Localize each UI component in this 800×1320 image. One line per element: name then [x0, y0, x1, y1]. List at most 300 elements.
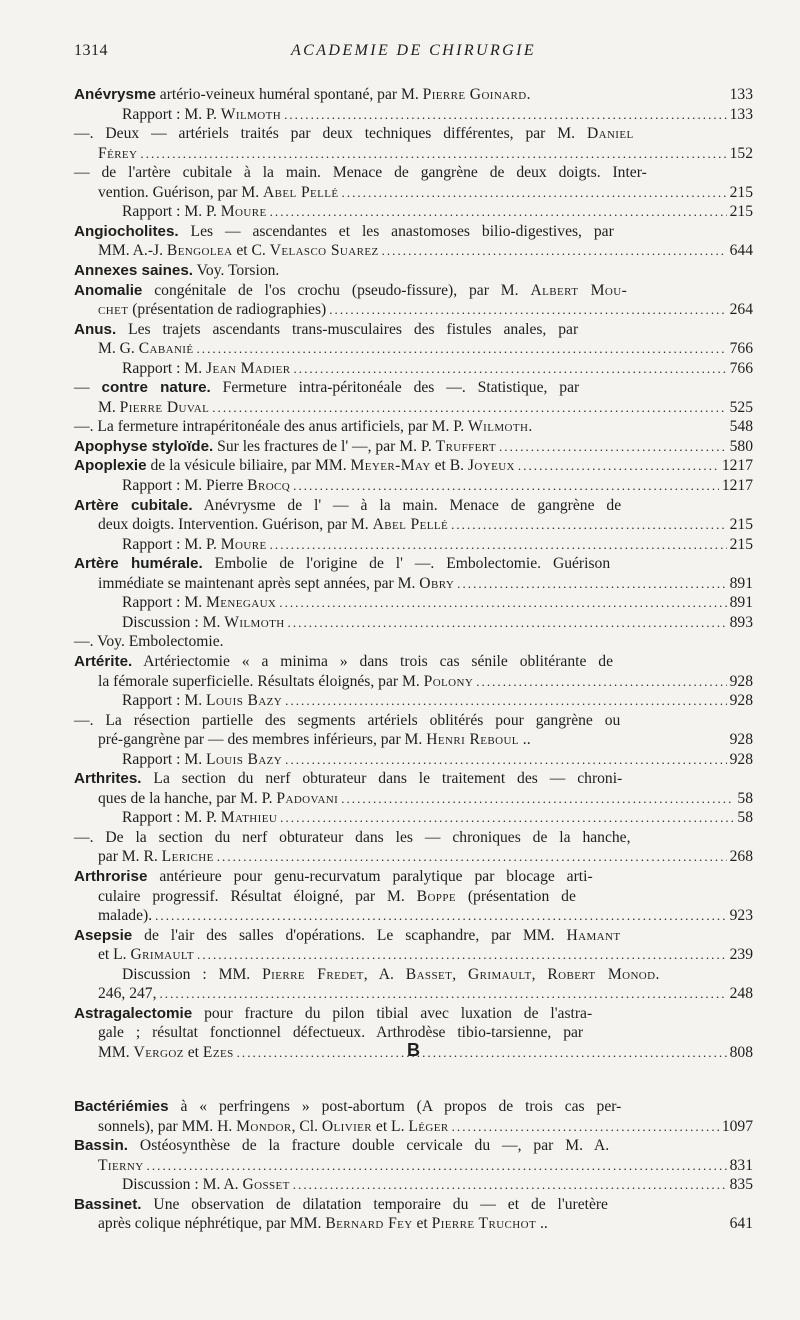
- entry-fragment: Rapport : M. P.: [122, 105, 221, 123]
- spacer: [531, 84, 727, 105]
- entry-text: [122, 807, 277, 828]
- entry-text: [74, 123, 634, 144]
- entry-fragment: Ostéosynthèse de la fracture double cervicale du —, par M. A.: [128, 1137, 610, 1155]
- author-name: Polony: [423, 672, 474, 690]
- index-line: [74, 455, 753, 476]
- entry-headword: Annexes saines.: [74, 261, 194, 279]
- entry-text: [74, 1135, 609, 1156]
- entry-fragment: Fermeture intra-péritonéale des —. Statistique, par: [210, 379, 580, 397]
- entry-headword: Arthrorise: [74, 868, 148, 885]
- entry-fragment: —: [74, 379, 102, 397]
- dot-leader: [515, 455, 719, 476]
- entry-fragment: Artériectomie « a minima » dans trois cas sénile oblitérante de: [132, 652, 614, 670]
- entry-text: [74, 495, 621, 516]
- index-line: [74, 162, 753, 183]
- index-line: [122, 358, 753, 379]
- entry-text: [98, 573, 454, 594]
- page-reference: 835: [729, 1176, 753, 1194]
- entry-fragment: Les trajets ascendants trans-musculaires des fistules anales, par: [116, 320, 579, 338]
- entry-fragment: et L.: [372, 1117, 409, 1135]
- entry-headword: Anus.: [74, 320, 117, 338]
- entry-fragment: .: [528, 418, 533, 436]
- author-name: Brocq: [247, 477, 291, 494]
- page-reference: 891: [729, 574, 753, 592]
- spacer: [608, 1194, 753, 1215]
- entry-text: [122, 964, 659, 985]
- spacer: [279, 260, 753, 281]
- author-name: Velasco Suarez: [269, 242, 379, 260]
- entry-fragment: la fémorale superficielle. Résultats éloignés, par M.: [98, 672, 424, 690]
- page-reference: 831: [729, 1156, 753, 1174]
- page-reference: 928: [729, 750, 753, 768]
- spacer: [224, 631, 753, 652]
- dot-leader: [281, 104, 727, 125]
- index-line: [98, 671, 753, 692]
- entry-fragment: Rapport : M.: [122, 594, 207, 612]
- index-line: [74, 710, 753, 731]
- author-name: Meyer-May: [350, 457, 431, 475]
- entry-text: [74, 221, 614, 242]
- index-line: [98, 182, 753, 203]
- entry-fragment: Rapport : M. P.: [122, 535, 221, 553]
- index-line: [98, 514, 753, 535]
- entry-text: [98, 1116, 449, 1137]
- entry-fragment: Une observation de dilatation temporaire du — et de l'uretère: [141, 1195, 608, 1213]
- author-name: Abel Pellé: [263, 183, 339, 201]
- entry-text: [74, 260, 279, 281]
- entry-text: [98, 397, 209, 418]
- dot-leader: [339, 182, 727, 203]
- spacer: [621, 1096, 753, 1117]
- entry-text: [74, 319, 578, 340]
- entry-text: [74, 377, 579, 398]
- entry-headword: Asepsie: [74, 926, 133, 944]
- index-line: [122, 1174, 753, 1195]
- entry-text: [98, 983, 156, 1004]
- entry-text: [98, 846, 214, 867]
- author-name: Pierre Duval: [119, 398, 210, 416]
- dot-leader: [194, 338, 727, 359]
- entry-text: [122, 475, 290, 496]
- page-reference: 928: [729, 672, 753, 690]
- entry-text: [98, 905, 152, 926]
- page-reference: 239: [729, 946, 753, 964]
- entry-text: [122, 104, 281, 125]
- entry-fragment: Rapport : M. Pierre: [122, 477, 248, 494]
- entry-fragment: , Cl.: [291, 1117, 322, 1135]
- entry-text: [122, 592, 276, 613]
- entry-headword: Apoplexie: [74, 457, 147, 475]
- index-line: [74, 1194, 753, 1215]
- index-line: [74, 651, 753, 672]
- entry-text: [122, 1174, 290, 1195]
- entry-text: [98, 240, 379, 261]
- index-line: [98, 1155, 753, 1176]
- index-line: [74, 827, 753, 848]
- index-line: [122, 592, 753, 613]
- index-line: [98, 846, 753, 867]
- author-name: Joyeux: [467, 457, 515, 475]
- entry-text: [98, 671, 473, 692]
- index-line: [74, 1096, 753, 1117]
- dot-leader: [290, 1174, 727, 1195]
- entry-text: [122, 749, 282, 770]
- page-reference: 1217: [721, 477, 753, 494]
- spacer: [592, 1003, 753, 1024]
- index-line: [74, 377, 753, 398]
- entry-text: [98, 729, 531, 750]
- entry-text: [122, 201, 267, 222]
- entry-fragment: par M. R.: [98, 848, 162, 866]
- author-name: Louis Bazy: [206, 692, 283, 710]
- page-reference: 644: [729, 242, 753, 260]
- entry-headword: Anévrysme: [74, 86, 156, 103]
- spacer: [613, 651, 753, 672]
- author-name: Obry: [419, 574, 455, 592]
- entry-text: [98, 944, 194, 965]
- entry-text: [98, 1213, 548, 1234]
- entry-text: [98, 299, 326, 320]
- author-name: Gosset: [242, 1176, 290, 1194]
- spacer: [647, 162, 753, 183]
- index-line: [74, 553, 753, 574]
- entry-fragment: MM.: [98, 1043, 134, 1061]
- index-line: [122, 749, 753, 770]
- entry-text: [98, 182, 339, 203]
- entry-fragment: .: [655, 965, 660, 983]
- index-line: [122, 807, 753, 828]
- entry-headword: Bactériémies: [74, 1098, 169, 1115]
- index-line: [98, 886, 753, 907]
- entry-fragment: Les — ascendantes et les anastomoses bilio-digestives, par: [178, 222, 614, 240]
- dot-leader: [290, 358, 726, 379]
- entry-text: [74, 651, 613, 672]
- author-name: chet: [98, 301, 129, 319]
- running-header: [74, 42, 753, 64]
- entry-headword: Angiocholites.: [74, 222, 179, 240]
- entry-fragment: de la vésicule biliaire, par MM.: [146, 457, 351, 475]
- entry-fragment: Discussion : MM.: [122, 965, 263, 983]
- entry-text: [98, 788, 338, 809]
- entry-fragment: sonnels), par MM. H.: [98, 1117, 237, 1135]
- index-line: [74, 319, 753, 340]
- entry-text: [74, 768, 622, 789]
- entry-fragment: Rapport : M.: [122, 750, 207, 768]
- entry-text: [74, 1003, 592, 1024]
- spacer: [621, 495, 753, 516]
- page-reference: 215: [729, 535, 753, 553]
- entry-headword: Artérite.: [74, 652, 133, 670]
- author-name: Bernard Fey: [325, 1215, 413, 1233]
- author-name: Wilmoth: [468, 418, 529, 436]
- index-line: [74, 84, 753, 105]
- entry-text: [122, 690, 282, 711]
- dot-leader: [267, 201, 727, 222]
- page-reference: 766: [729, 340, 753, 358]
- entry-text: [98, 886, 576, 907]
- author-name: Albert Mou-: [530, 281, 628, 299]
- entry-fragment: deux doigts. Intervention. Guérison, par M.: [98, 516, 373, 534]
- author-name: Abel Pellé: [372, 516, 449, 534]
- index-line: [74, 925, 753, 946]
- entry-fragment: à « perfringens » post-abortum (A propos de trois cas per-: [168, 1098, 622, 1115]
- entry-fragment: —. La fermeture intrapéritonéale des anus artificiels, par M. P.: [74, 418, 469, 436]
- dot-leader: [379, 240, 727, 261]
- entry-fragment: M.: [98, 398, 120, 416]
- dot-leader: [326, 299, 726, 320]
- index-line: [98, 729, 753, 750]
- dot-leader: [156, 983, 726, 1004]
- index-line: [98, 299, 753, 320]
- spacer: [609, 1135, 753, 1156]
- entry-fragment: ..: [518, 731, 531, 749]
- author-name: Padovani: [276, 789, 339, 807]
- author-name: Basset: [405, 965, 453, 983]
- dot-leader: [338, 788, 734, 809]
- index-line: [122, 690, 753, 711]
- entry-text: [98, 1155, 144, 1176]
- index-line: [98, 143, 753, 164]
- author-name: Menegaux: [206, 594, 277, 612]
- index-line: [122, 104, 753, 125]
- page-reference: 525: [729, 398, 753, 416]
- spacer: [622, 768, 753, 789]
- spacer: [532, 416, 726, 437]
- index-line: [74, 1003, 753, 1024]
- author-name: Jean Madier: [206, 359, 291, 377]
- index-line: [74, 280, 753, 301]
- dot-leader: [144, 1155, 727, 1176]
- entry-text: [74, 455, 515, 476]
- entry-text: [74, 866, 593, 887]
- author-name: Wilmoth: [224, 613, 285, 631]
- spacer: [579, 377, 753, 398]
- entry-fragment: après colique néphrétique, par MM.: [98, 1215, 326, 1233]
- entry-fragment: (présentation de radiographies): [128, 301, 327, 319]
- index-line: [74, 866, 753, 887]
- page-reference: 928: [729, 692, 753, 710]
- entry-fragment: Sur les fractures de l' —, par M. P.: [213, 437, 436, 455]
- author-name: Pierre Goinard: [422, 86, 527, 103]
- entry-fragment: malade).: [98, 907, 153, 925]
- page-reference: 808: [729, 1043, 753, 1061]
- entry-fragment: artério-veineux huméral spontané, par M.: [155, 86, 423, 103]
- entry-headword: Artère humérale.: [74, 555, 203, 573]
- index-line: [122, 612, 753, 633]
- spacer: [631, 827, 753, 848]
- entry-text: [74, 553, 610, 574]
- entry-headword: Astragalectomie: [74, 1004, 193, 1022]
- entry-fragment: culaire progressif. Résultat éloigné, par M.: [98, 887, 417, 905]
- index-line: [122, 475, 753, 496]
- index-page: [74, 0, 753, 1320]
- page-number: 1314: [74, 42, 108, 59]
- author-name: Vergoz: [133, 1043, 184, 1061]
- entry-text: [74, 710, 620, 731]
- entry-fragment: —. Voy. Embolectomie.: [74, 633, 224, 651]
- author-name: Daniel: [586, 125, 634, 143]
- entry-headword: Arthrites.: [74, 770, 142, 788]
- author-name: Férey: [98, 144, 138, 162]
- page-reference: 58: [737, 809, 753, 827]
- dot-leader: [137, 143, 726, 164]
- entry-fragment: et: [183, 1043, 203, 1061]
- entry-fragment: pré-gangrène par — des membres inférieurs, par M.: [98, 731, 427, 749]
- author-name: Olivier: [321, 1117, 372, 1135]
- index-line: [98, 397, 753, 418]
- entry-text: [74, 631, 224, 652]
- entry-headword: Anomalie: [74, 281, 143, 299]
- entry-fragment: .: [526, 86, 531, 103]
- author-name: Hamant: [566, 926, 621, 944]
- page-reference: 928: [729, 731, 753, 749]
- section-letter-b: B: [407, 1040, 420, 1060]
- author-name: Wilmoth: [220, 105, 282, 123]
- entry-fragment: 246, 247,: [98, 985, 157, 1003]
- page-reference: 580: [729, 437, 753, 455]
- entry-fragment: Rapport : M.: [122, 692, 207, 710]
- entry-text: [74, 416, 532, 437]
- entry-text: [74, 925, 620, 946]
- entry-text: [98, 143, 137, 164]
- author-name: Moure: [220, 535, 267, 553]
- entry-headword: Bassinet.: [74, 1195, 142, 1213]
- spacer: [620, 925, 753, 946]
- page-reference: 548: [729, 418, 753, 436]
- spacer: [531, 729, 727, 750]
- entry-fragment: ,: [531, 965, 548, 983]
- index-line: [98, 573, 753, 594]
- dot-leader: [276, 592, 726, 613]
- index-line: [98, 905, 753, 926]
- running-head-title: ACADEMIE DE CHIRURGIE: [290, 42, 537, 59]
- entry-text: [122, 358, 290, 379]
- dot-leader: [267, 534, 727, 555]
- entry-fragment: Embolie de l'origine de l' —. Embolectomie. Guérison: [202, 555, 611, 573]
- author-name: Mathieu: [220, 809, 278, 827]
- entry-fragment: Rapport : M.: [122, 359, 207, 377]
- entry-text: [74, 436, 496, 457]
- entry-text: [74, 1194, 608, 1215]
- entry-headword: Bassin.: [74, 1137, 129, 1155]
- index-line: [98, 983, 753, 1004]
- index-line: [98, 240, 753, 261]
- entry-fragment: ques de la hanche, par M. P.: [98, 789, 277, 807]
- index-line: [74, 436, 753, 457]
- entry-fragment: Anévrysme de l' — à la main. Menace de gangrène de: [192, 496, 622, 514]
- entry-fragment: antérieure pour genu-recurvatum paralytique par blocage arti-: [147, 868, 593, 885]
- spacer: [578, 319, 753, 340]
- page-reference: 152: [729, 144, 753, 162]
- entry-text: [98, 338, 194, 359]
- page-reference: 133: [729, 105, 753, 123]
- author-name: Robert Monod: [547, 965, 656, 983]
- page-reference: 891: [729, 594, 753, 612]
- index-line: [74, 416, 753, 437]
- dot-leader: [282, 749, 726, 770]
- dot-leader: [448, 514, 727, 535]
- index-line: [98, 338, 753, 359]
- dot-leader: [449, 1116, 719, 1137]
- author-name: Moure: [220, 203, 267, 221]
- entry-fragment: de l'air des salles d'opérations. Le scaphandre, par MM.: [132, 926, 567, 944]
- author-name: Pierre Truchot: [431, 1215, 537, 1233]
- index-line: [74, 260, 753, 281]
- author-name: Bengolea: [166, 242, 233, 260]
- dot-leader: [285, 612, 727, 633]
- dot-leader: [277, 807, 734, 828]
- index-line: [98, 1213, 753, 1234]
- entry-fragment: Rapport : M. P.: [122, 809, 221, 827]
- page-reference: 58: [737, 789, 753, 807]
- entry-text: [74, 162, 647, 183]
- entry-text: [74, 827, 631, 848]
- index-line: [122, 201, 753, 222]
- entry-fragment: Discussion : M. A.: [122, 1176, 243, 1194]
- entry-fragment: MM. A.-J.: [98, 242, 167, 260]
- dot-leader: [282, 690, 726, 711]
- entry-headword: Apophyse styloïde.: [74, 437, 214, 455]
- entry-fragment: —. La résection partielle des segments artériels oblitérés pour gangrène ou: [74, 711, 621, 729]
- dot-leader: [152, 905, 726, 926]
- entry-fragment: et: [412, 1215, 432, 1233]
- page-reference: 923: [729, 907, 753, 925]
- dot-leader: [290, 475, 719, 496]
- spacer: [634, 123, 753, 144]
- dot-leader: [454, 573, 726, 594]
- spacer: [659, 964, 753, 985]
- index-line: [74, 1135, 753, 1156]
- page-reference: 215: [729, 183, 753, 201]
- dot-leader: [194, 944, 727, 965]
- entry-fragment: ,: [452, 965, 468, 983]
- page-reference: 1217: [721, 457, 753, 475]
- entry-text: [122, 612, 285, 633]
- page-reference: 215: [729, 516, 753, 534]
- author-name: Truffert: [435, 437, 496, 455]
- spacer: [610, 553, 753, 574]
- page-reference: 1097: [721, 1117, 753, 1135]
- entry-fragment: (présentation de: [455, 887, 576, 905]
- entry-fragment: M. G.: [98, 340, 139, 358]
- author-name: Leriche: [161, 848, 214, 866]
- dot-leader: [214, 846, 727, 867]
- entry-fragment: —. De la section du nerf obturateur dans les — chroniques de la hanche,: [74, 828, 631, 846]
- spacer: [620, 710, 753, 731]
- page-reference: 641: [729, 1215, 753, 1233]
- page-reference: 215: [729, 203, 753, 221]
- index-line: [74, 631, 753, 652]
- author-name: Grimault: [130, 946, 195, 964]
- author-name: Cabanié: [138, 340, 194, 358]
- index-line: [74, 123, 753, 144]
- dot-leader: [473, 671, 726, 692]
- index-line: [122, 964, 753, 985]
- entry-fragment: ..: [536, 1215, 548, 1233]
- author-name: Pierre Fredet: [262, 965, 364, 983]
- entry-headword: Artère cubitale.: [74, 496, 193, 514]
- entry-fragment: pour fracture du pilon tibial avec luxation de l'astra-: [192, 1004, 593, 1022]
- author-name: Henri Reboul: [426, 731, 519, 749]
- entry-fragment: Discussion : M.: [122, 613, 225, 631]
- entry-fragment: Voy. Torsion.: [193, 261, 280, 279]
- entry-fragment: congénitale de l'os crochu (pseudo-fissure), par M.: [142, 281, 531, 299]
- author-name: Léger: [408, 1117, 449, 1135]
- entry-fragment: immédiate se maintenant après sept années, par M.: [98, 574, 420, 592]
- dot-leader: [209, 397, 726, 418]
- index-line: [98, 788, 753, 809]
- entry-headword: contre nature.: [101, 379, 211, 397]
